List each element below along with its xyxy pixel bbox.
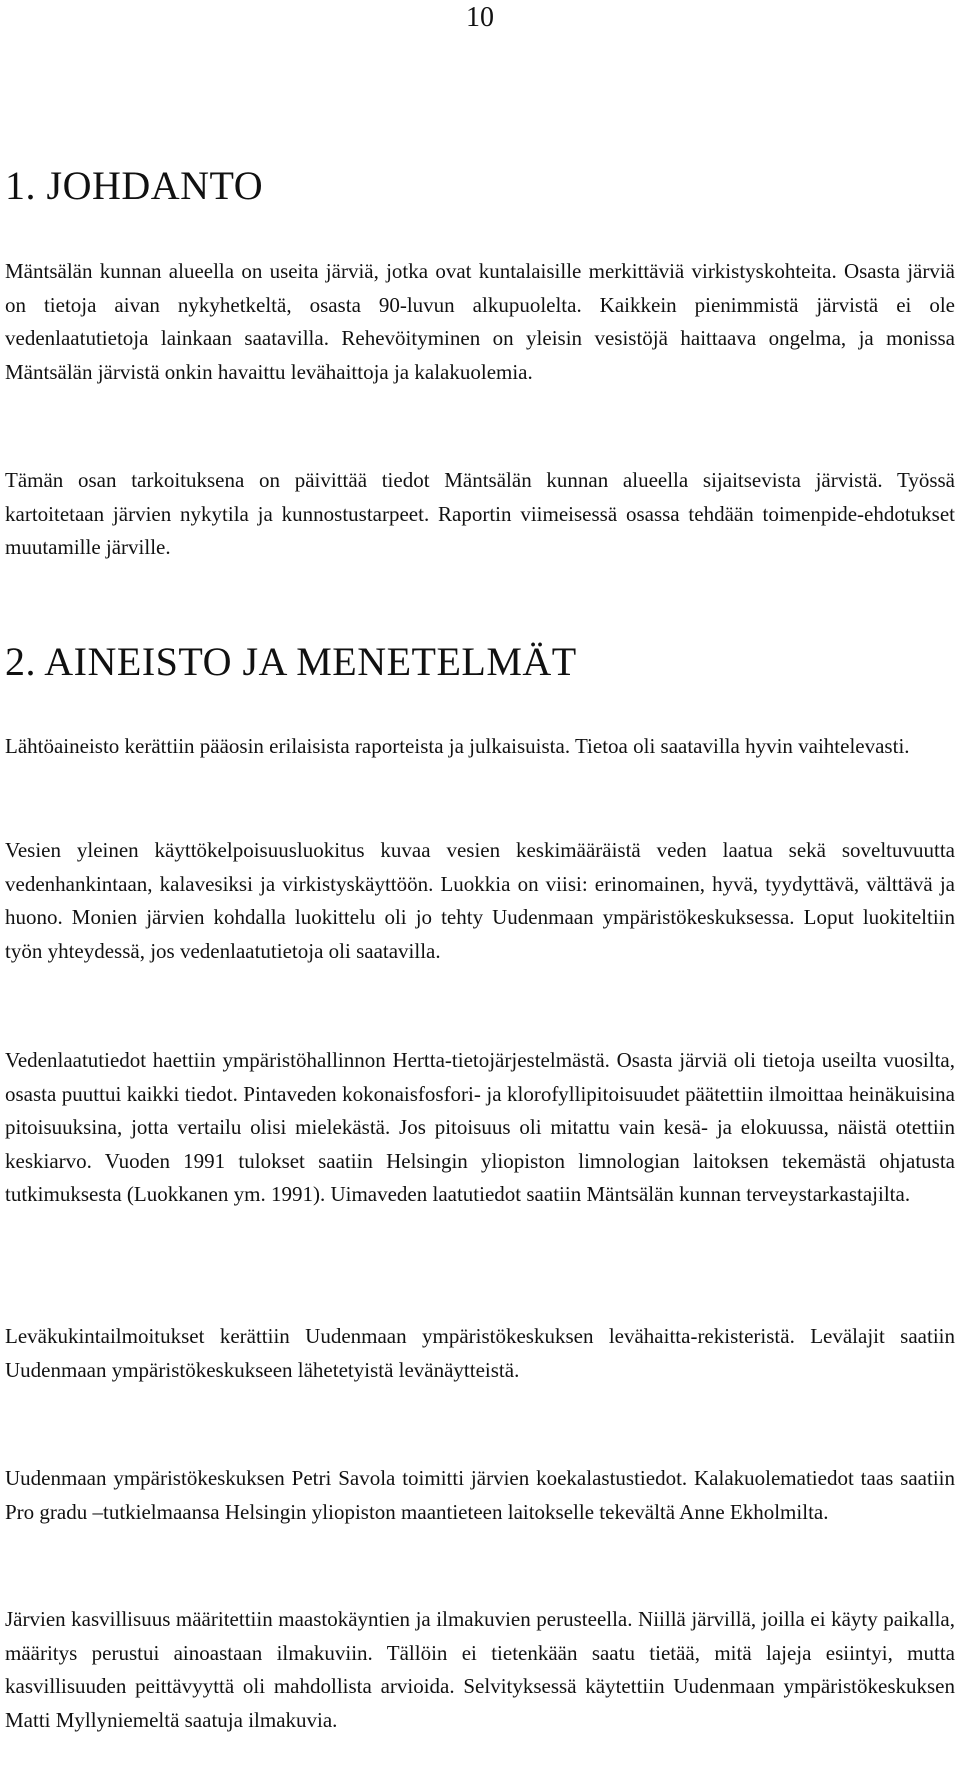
paragraph-intro-1: Mäntsälän kunnan alueella on useita järviä, jotka ovat kuntalaisille merkittäviä virkistyskohteita. Osasta järviä on tietoja aivan nykyhetkeltä, osasta 90-luvun alkupuolelta. Kaikkein pienimmistä järvistä ei ole vedenlaatutietoja lainkaan saatavilla. Rehevöityminen on yleisin vesistöjä haittaava ongelma, ja monissa Mäntsälän järvistä onkin havaittu levähaittoja ja kalakuolemia. <box>5 259 955 384</box>
paragraph-materials-1: Lähtöaineisto kerättiin pääosin erilaisista raporteista ja julkaisuista. Tietoa oli saatavilla hyvin vaihtelevasti. <box>5 734 910 758</box>
paragraph-materials-3: Vedenlaatutiedot haettiin ympäristöhallinnon Hertta-tietojärjestelmästä. Osasta järviä oli tietoja useilta vuosilta, osasta puuttui kaikki tiedot. Pintaveden kokonaisfosfori- ja klorofyllipitoisuudet päätettiin ilmoittaa heinäkuisina pitoisuuksina, jotta vertailu olisi mielekästä. Jos pitoisuus oli mitattu vain kesä- ja elokuussa, näistä otettiin keskiarvo. Vuoden 1991 tulokset saatiin Helsingin yliopiston limnologian laitoksen tekemästä ohjatusta tutkimuksesta (Luokkanen ym. 1991). Uimaveden laatutiedot saatiin Mäntsälän kunnan terveystarkastajilta. <box>5 1048 955 1207</box>
paragraph-materials-4: Leväkukintailmoitukset kerättiin Uudenmaan ympäristökeskuksen levähaitta-rekisteristä. Levälajit saatiin Uudenmaan ympäristökeskukseen lähetetyistä levänäytteistä. <box>5 1324 955 1382</box>
paragraph-materials-2: Vesien yleinen käyttökelpoisuusluokitus kuvaa vesien keskimääräistä veden laatua sekä soveltuvuutta vedenhankintaan, kalavesiksi ja virkistyskäyttöön. Luokkia on viisi: erinomainen, hyvä, tyydyttävä, välttävä ja huono. Monien järvien kohdalla luokittelu oli jo tehty Uudenmaan ympäristökeskuksessa. Loput luokiteltiin työn yhteydessä, jos vedenlaatutietoja oli saatavilla. <box>5 838 955 963</box>
page-number: 10 <box>466 2 494 33</box>
paragraph-materials-5: Uudenmaan ympäristökeskuksen Petri Savola toimitti järvien koekalastustiedot. Kalakuolematiedot taas saatiin Pro gradu –tutkielmaansa Helsingin yliopiston maantieteen laitokselle tekevältä Anne Ekholmilta. <box>5 1466 955 1524</box>
paragraph-intro-2: Tämän osan tarkoituksena on päivittää tiedot Mäntsälän kunnan alueella sijaitsevista järvistä. Työssä kartoitetaan järvien nykytila ja kunnostustarpeet. Raportin viimeisessä osassa tehdään toimenpide-ehdotukset muutamille järville. <box>5 468 955 560</box>
section-heading-1: 1. JOHDANTO <box>5 163 264 208</box>
section-heading-2: 2. AINEISTO JA MENETELMÄT <box>5 639 577 684</box>
paragraph-materials-6: Järvien kasvillisuus määritettiin maastokäyntien ja ilmakuvien perusteella. Niillä järvillä, joilla ei käyty paikalla, määritys perustui ainoastaan ilmakuviin. Tällöin ei tietenkään saatu tietää, mitä lajeja esiintyi, mutta kasvillisuuden peittävyyttä oli mahdollista arvioida. Selvityksessä käytettiin Uudenmaan ympäristökeskuksen Matti Myllyniemeltä saatuja ilmakuvia. <box>5 1607 955 1732</box>
